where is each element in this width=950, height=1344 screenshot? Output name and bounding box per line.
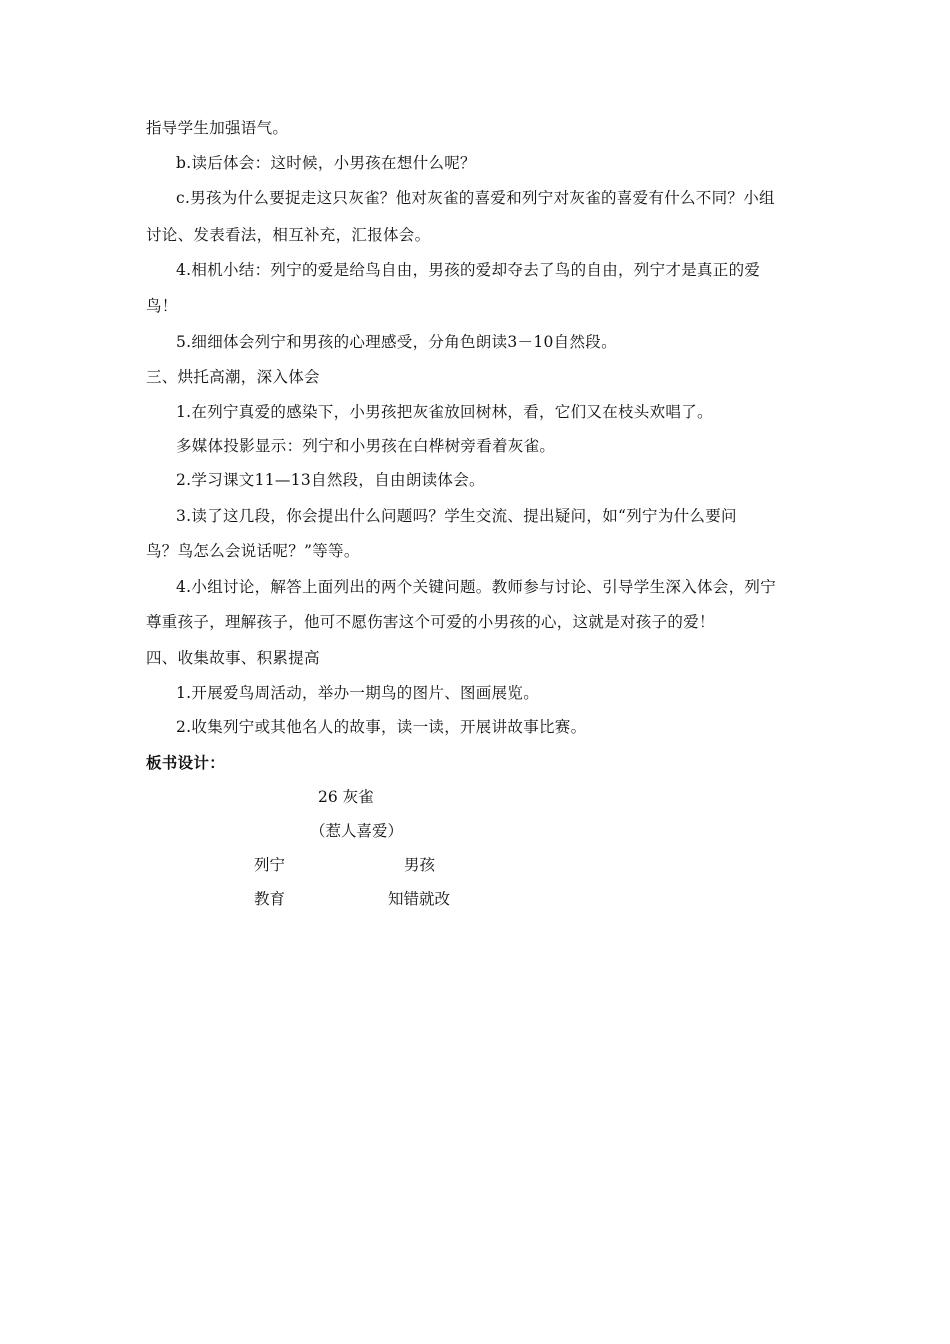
paragraph-line: 2.收集列宁或其他名人的故事，读一读，开展讲故事比赛。 <box>176 718 587 736</box>
board-left-trait: 教育 <box>254 890 286 908</box>
paragraph-line: c.男孩为什么要捉走这只灰雀？他对灰雀的喜爱和列宁对灰雀的喜爱有什么不同？小组 <box>176 189 775 207</box>
paragraph-line: b.读后体会：这时候，小男孩在想什么呢？ <box>176 154 476 172</box>
board-right-trait: 知错就改 <box>388 890 451 908</box>
paragraph-line: 4.相机小结：列宁的爱是给鸟自由，男孩的爱却夺去了鸟的自由，列宁才是真正的爱 <box>176 261 761 279</box>
paragraph-line: 2.学习课文11—13自然段，自由朗读体会。 <box>176 471 485 489</box>
paragraph-line: 讨论、发表看法，相互补充，汇报体会。 <box>146 226 431 244</box>
board-left-name: 列宁 <box>254 856 286 874</box>
paragraph-line: 1.开展爱鸟周活动，举办一期鸟的图片、图画展览。 <box>176 684 539 702</box>
board-right-name: 男孩 <box>404 856 436 874</box>
board-title: 26 灰雀 <box>318 788 374 806</box>
board-design-heading: 板书设计： <box>146 753 226 772</box>
paragraph-line: 4.小组讨论，解答上面列出的两个关键问题。教师参与讨论、引导学生深入体会，列宁 <box>176 578 776 596</box>
paragraph-line: 3.读了这几段，你会提出什么问题吗？学生交流、提出疑问，如“列宁为什么要问 <box>176 507 737 525</box>
section-heading: 三、烘托高潮，深入体会 <box>146 368 320 386</box>
paragraph-line: 1.在列宁真爱的感染下，小男孩把灰雀放回树林，看，它们又在枝头欢唱了。 <box>176 403 713 421</box>
paragraph-line: 多媒体投影显示：列宁和小男孩在白桦树旁看着灰雀。 <box>176 437 556 455</box>
paragraph-line: 鸟！ <box>146 297 178 315</box>
board-subtitle: （惹人喜爱） <box>310 822 404 840</box>
paragraph-line: 指导学生加强语气。 <box>146 119 289 137</box>
paragraph-line: 尊重孩子，理解孩子，他可不愿伤害这个可爱的小男孩的心，这就是对孩子的爱！ <box>146 613 715 631</box>
section-heading: 四、收集故事、积累提高 <box>146 649 320 667</box>
paragraph-line: 5.细细体会列宁和男孩的心理感受，分角色朗读3－10自然段。 <box>176 333 617 351</box>
paragraph-line: 鸟？鸟怎么会说话呢？”等等。 <box>146 542 360 560</box>
